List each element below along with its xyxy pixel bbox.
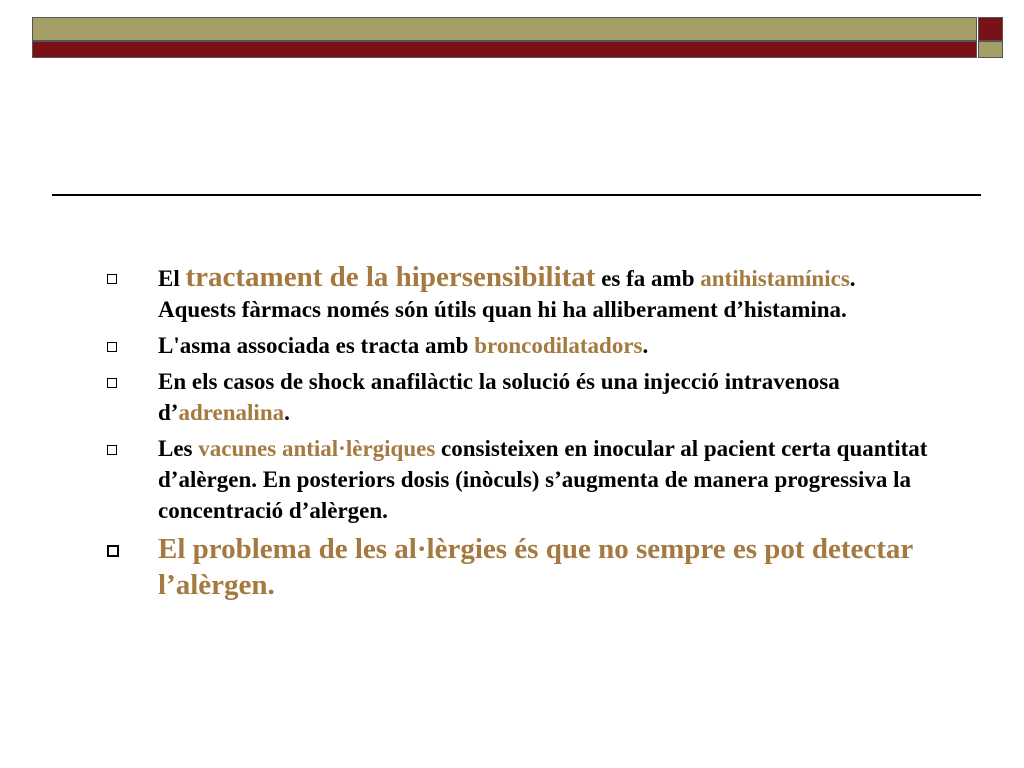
bullet-item-treatment: El tractament de la hipersensibilitat es fa amb antihistamínics. Aquests fàrmacs només són útils quan hi ha alliberament d’histamina.	[104, 262, 934, 325]
bullet-item-vaccines: Les vacunes antial·lèrgiques consisteixen en inocular al pacient certa quantitat d’alèrgen. En posteriors dosis (inòculs) s’augmenta de manera progressiva la concentració d’alèrgen.	[104, 433, 934, 526]
bullet-item-anaphylactic-shock: En els casos de shock anafilàctic la solució és una injecció intravenosa d’adrenalina.	[104, 366, 934, 428]
square-bullet-icon	[107, 378, 117, 388]
square-bullet-icon	[107, 274, 117, 284]
header-square-olive	[978, 41, 1003, 58]
square-bullet-icon	[107, 445, 117, 455]
header-square-red	[978, 17, 1003, 41]
header-bar-red	[32, 41, 977, 58]
square-bullet-icon	[107, 545, 119, 557]
bullet-list	[104, 262, 934, 603]
bullet-item-problem: El problema de les al·lèrgies és que no sempre es pot detectar l’alèrgen.	[104, 531, 934, 603]
bullet-item-asthma: L'asma associada es tracta amb broncodilatadors.	[104, 330, 934, 361]
square-bullet-icon	[107, 342, 117, 352]
header-bar-olive	[32, 17, 977, 41]
title-divider	[52, 194, 981, 196]
